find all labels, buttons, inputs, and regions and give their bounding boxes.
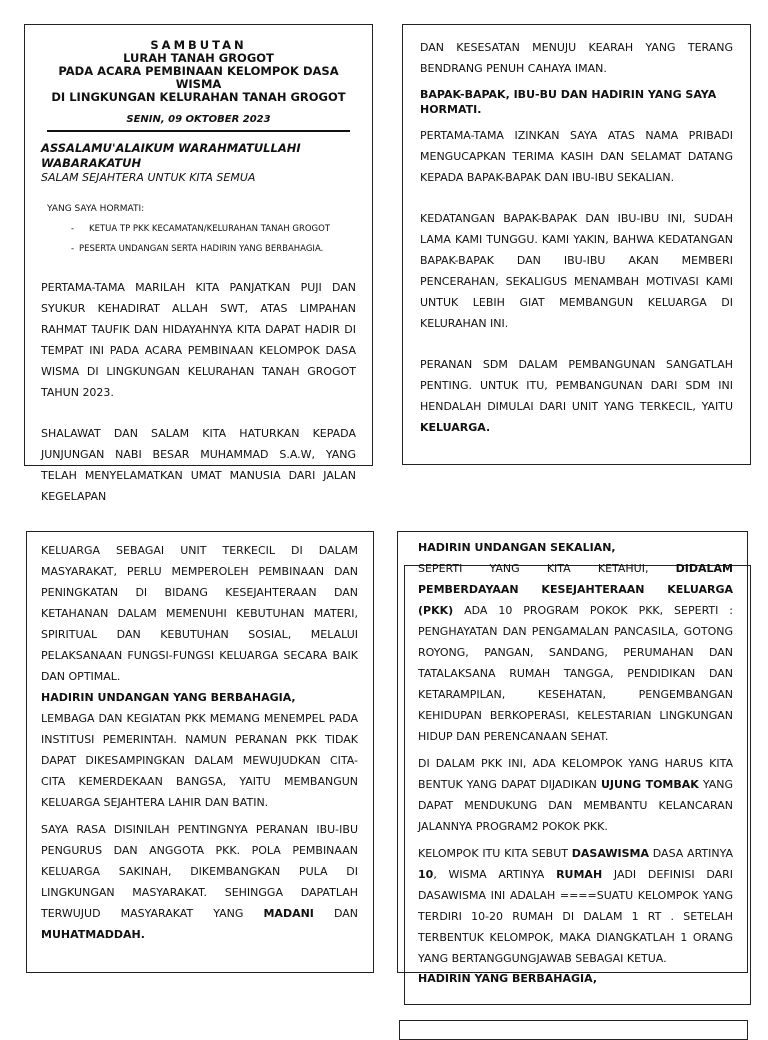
paragraph-peranan-ibu [41, 819, 358, 945]
text-span: DAN [333, 907, 359, 920]
text-span: YANG DAPAT MENDUKUNG DAN MEMBANTU KELANCARAN JALANNYA PROGRAM2 POKOK PKK. [418, 778, 734, 833]
salam-opening: ASSALAMU'ALAIKUM WARAHMATULLAHI WABARAKATUH [41, 141, 301, 170]
text-span: KELOMPOK ITU KITA SEBUT [418, 847, 568, 860]
paragraph-terima-kasih: PERTAMA-TAMA IZINKAN SAYA ATAS NAMA PRIBADI MENGUCAPKAN TERIMA KASIH DAN SELAMAT DATANG KEPADA BAPAK-BAPAK DAN IBU-IBU SEKALIAN. [420, 129, 733, 184]
text-span: DASA ARTINYA [652, 847, 734, 860]
text-span: JADI DEFINISI DARI DASAWISMA INI ADALAH ====SUATU KELOMPOK YANG TERDIRI 10-20 RUMAH DI DALAM 1 RT . SETELAH TERBENTUK KELOMPOK, MAKA DIANGKATLAH 1 ORANG YANG BERTANGGUNGJAWAB SEBAGAI KETUA. [418, 868, 734, 965]
paragraph-kesesatan: DAN KESESATAN MENUJU KEARAH YANG TERANG BENDRANG PENUH CAHAYA IMAN. [420, 41, 733, 75]
paragraph-peranan-sdm [420, 354, 733, 438]
text-span: SAYA RASA DISINILAH PENTINGNYA PERANAN IBU-IBU PENGURUS DAN ANGGOTA PKK. POLA PEMBINAAN KELUARGA SAKINAH, DIKEMBANGKAN PULA DI LINGKUNGAN MASYARAKAT. SEHINGGA DAPATLAH TERWUJUD MASYARAKAT YANG [41, 823, 358, 920]
list-item: - PESERTA UNDANGAN SERTA HADIRIN YANG BERBAHAGIA. [79, 243, 356, 255]
event-date: SENIN, 09 OKTOBER 2023 [126, 114, 271, 125]
paragraph-shalawat: SHALAWAT DAN SALAM KITA HATURKAN KEPADA JUNJUNGAN NABI BESAR MUHAMMAD S.A.W, YANG TELAH MENYELAMATKAN UMAT MANUSIA DARI JALAN KEGELAPAN [41, 427, 356, 503]
paragraph-dasawisma [418, 843, 733, 969]
paragraph-kedatangan: KEDATANGAN BAPAK-BAPAK DAN IBU-IBU INI, SUDAH LAMA KAMI TUNGGU. KAMI YAKIN, BAHWA KEDATANGAN BAPAK-BAPAK DAN IBU-IBU AKAN MEMBERI PENCERAHAN, SEKALIGUS MENAMBAH MOTIVASI KAMI UNTUK LEBIH GIAT MEMBANGUN KELUARGA DI KELURAHAN INI. [420, 212, 733, 330]
title-sambutan: SAMBUTAN [150, 38, 247, 52]
bold-madani: MADANI [263, 907, 314, 920]
salam-sejahtera: SALAM SEJAHTERA UNTUK KITA SEMUA [41, 171, 256, 184]
paragraph-keluarga: KELUARGA SEBAGAI UNIT TERKECIL DI DALAM MASYARAKAT, PERLU MEMPEROLEH PEMBINAAN DAN PENINGKATAN DI BIDANG KESEJAHTERAAN DAN KETAHANAN DALAM MEMENUHI KEBUTUHAN MATERI, SPIRITUAL DAN KEBUTUHAN SOSIAL, MELALUI PELAKSANAAN FUNGSI-FUNGSI KELUARGA SECARA BAIK DAN OPTIMAL. [41, 544, 358, 683]
bold-dasawisma: DASAWISMA [571, 847, 649, 860]
bold-pkk: DIDALAM PEMBERDAYAAN KESEJAHTERAAN KELUARGA (PKK) [418, 562, 734, 617]
paragraph-puji-syukur: PERTAMA-TAMA MARILAH KITA PANJATKAN PUJI DAN SYUKUR KEHADIRAT ALLAH SWT, ATAS LIMPAHAN RAHMAT TAUFIK DAN HIDAYAHNYA KITA DAPAT HADIR DI TEMPAT INI PADA ACARA PEMBINAAN KELOMPOK DASA WISMA DI LINGKUNGAN KELURAHAN TANAH GROGOT TAHUN 2023. [41, 281, 356, 399]
bold-ujung-tombak: UJUNG TOMBAK [600, 778, 699, 791]
page-panel-4 [397, 531, 748, 985]
text-span: DI DALAM PKK INI, ADA KELOMPOK YANG HARUS KITA BENTUK YANG DAPAT DIJADIKAN [418, 757, 733, 791]
heading-hadirin-berbahagia-2: HADIRIN YANG BERBAHAGIA, [418, 972, 598, 985]
heading-hadirin-sekalian: HADIRIN UNDANGAN SEKALIAN, [418, 541, 616, 554]
bold-rumah: RUMAH [556, 868, 603, 881]
divider [47, 130, 350, 132]
page-panel-2 [402, 24, 751, 465]
page-panel-1 [24, 24, 373, 503]
text-span: SEPERTI YANG KITA KETAHUI, [418, 562, 649, 575]
title-lurah: LURAH TANAH GROGOT [123, 51, 274, 65]
page-panel-next-edge [399, 1020, 748, 1040]
text-span: ADA 10 PROGRAM POKOK PKK, SEPERTI : PENGHAYATAN DAN PENGAMALAN PANCASILA, GOTONG ROYONG, PANGAN, SANDANG, PERUMAHAN DAN TATALAKSANA RUMAH TANGGA, PENDIDIKAN DAN KETARAMPILAN, KESEHATAN, PENGEMBANGAN KEHIDUPAN BERKOPERASI, KELESTARIAN LINGKUNGAN HIDUP DAN PERENCANAAN SEHAT. [418, 604, 734, 743]
text-span: , WISMA ARTINYA [433, 868, 545, 881]
heading-hadirin-berbahagia: HADIRIN UNDANGAN YANG BERBAHAGIA, [41, 691, 296, 704]
list-item: - KETUA TP PKK KECAMATAN/KELURAHAN TANAH GROGOT [79, 223, 356, 235]
bold-muhatmaddah: MUHATMADDAH. [41, 928, 145, 941]
hormati-list [61, 223, 356, 255]
title-acara: PADA ACARA PEMBINAAN KELOMPOK DASA WISMA [58, 64, 339, 91]
heading-hadirin-hormati: BAPAK-BAPAK, IBU-BU DAN HADIRIN YANG SAYA HORMATI. [420, 88, 717, 116]
bold-keluarga: KELUARGA. [420, 421, 491, 434]
paragraph-lembaga-pkk: LEMBAGA DAN KEGIATAN PKK MEMANG MENEMPEL PADA INSTITUSI PEMERINTAH. NAMUN PERANAN PKK TIDAK DAPAT DIKESAMPINGKAN DALAM MEWUJUDKAN CITA-CITA KEMERDEKAAN BANGSA, YAITU MEMBANGUN KELUARGA SEJAHTERA LAHIR DAN BATIN. [41, 712, 358, 809]
bold-ten: 10 [418, 868, 434, 881]
paragraph-program-pkk [418, 558, 733, 747]
page-panel-3 [26, 531, 374, 973]
title-lokasi: DI LINGKUNGAN KELURAHAN TANAH GROGOT [51, 90, 346, 104]
hormati-label: YANG SAYA HORMATI: [47, 204, 145, 214]
text-span: PERANAN SDM DALAM PEMBANGUNAN SANGATLAH PENTING. UNTUK ITU, PEMBANGUNAN DARI SDM INI HENDALAH DIMULAI DARI UNIT YANG TERKECIL, YAITU [420, 358, 733, 413]
paragraph-ujung-tombak [418, 753, 733, 837]
